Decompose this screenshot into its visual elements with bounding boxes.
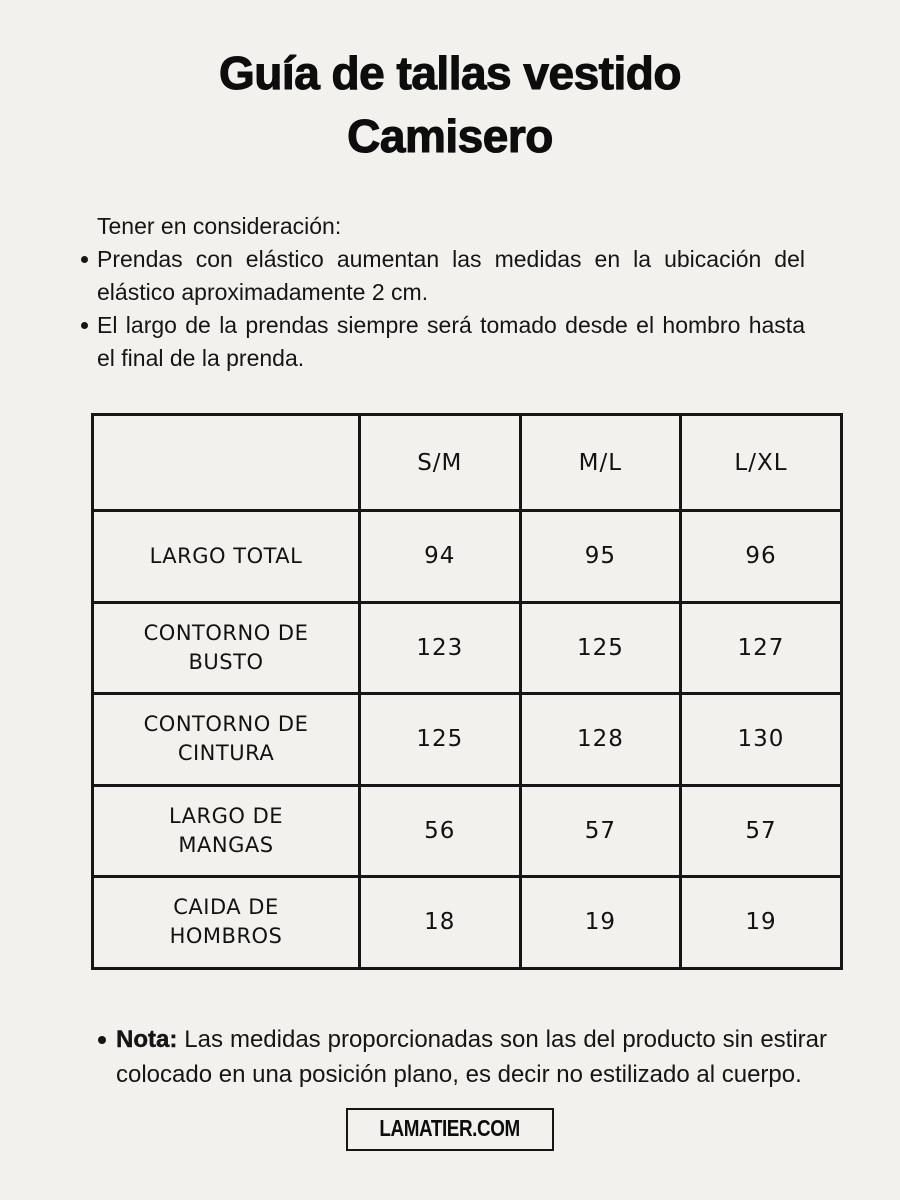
column-header-sm: S/M [360,415,521,511]
measurement-cell: 19 [520,877,681,969]
table-row [93,511,842,603]
measurement-cell: 130 [681,694,842,786]
considerations-heading: Tener en consideración: [97,213,342,239]
corner-cell [93,415,360,511]
measurement-cell: 128 [520,694,681,786]
measurement-cell: 125 [520,602,681,694]
row-label: LARGO DE MANGAS [93,785,360,877]
note-item [97,1022,827,1092]
brand-name: LAMATIER.COM [379,1114,521,1141]
measurement-cell: 95 [520,511,681,603]
note-section [97,1022,827,1092]
measurement-cell: 127 [681,602,842,694]
considerations-list [80,243,805,375]
column-header-lxl: L/XL [681,415,842,511]
consideration-item: Prendas con elástico aumentan las medidas en la ubicación del elástico aproximadamente 2 cm. [80,243,805,309]
page-title: Guía de tallas vestido Camisero [219,47,681,162]
table-row [93,694,842,786]
column-header-ml: M/L [520,415,681,511]
measurement-cell: 18 [360,877,521,969]
note-label: Nota: [116,1025,178,1053]
row-label: CONTORNO DE BUSTO [93,602,360,694]
row-label: LARGO TOTAL [93,511,360,603]
note-text: Las medidas proporcionadas son las del producto sin estirar colocado en una posición plano, es decir no estilizado al cuerpo. [116,1025,827,1088]
measurement-cell: 94 [360,511,521,603]
row-label: CAIDA DE HOMBROS [93,877,360,969]
considerations-section [80,210,805,375]
row-label: CONTORNO DE CINTURA [93,694,360,786]
table-row [93,877,842,969]
table-row [93,602,842,694]
measurement-cell: 19 [681,877,842,969]
measurement-cell: 123 [360,602,521,694]
table-header-row [93,415,842,511]
measurement-cell: 96 [681,511,842,603]
measurement-cell: 125 [360,694,521,786]
brand-badge [346,1108,553,1151]
measurement-cell: 56 [360,785,521,877]
measurement-cell: 57 [681,785,842,877]
table-row [93,785,842,877]
measurement-cell: 57 [520,785,681,877]
footer [0,1108,900,1151]
consideration-item: El largo de la prendas siempre será tomado desde el hombro hasta el final de la prenda. [80,309,805,375]
size-table [91,413,843,970]
